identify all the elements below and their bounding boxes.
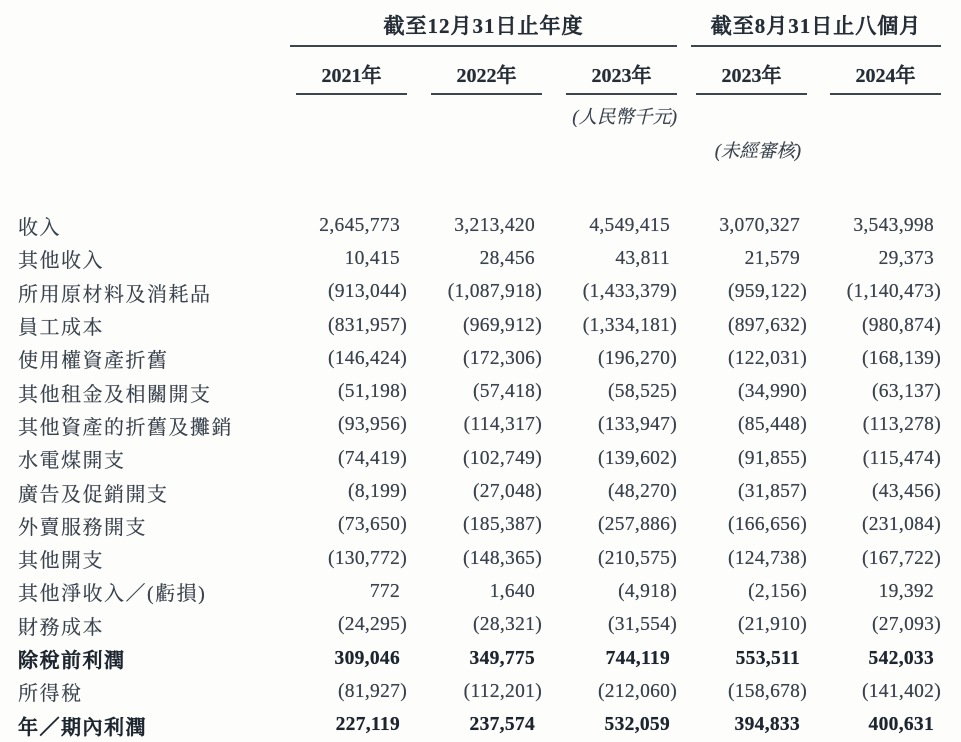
year-2023-header: 2023年 xyxy=(566,47,677,95)
cell-value: (172,306) xyxy=(462,347,542,369)
header-gap xyxy=(677,8,691,46)
cell-value: (27,093) xyxy=(872,614,942,636)
cell-value: (73,650) xyxy=(337,514,407,536)
year-2024-header: 2024年 xyxy=(830,47,941,95)
row-label: 外賣服務開支 xyxy=(18,516,147,539)
column-gap xyxy=(677,375,691,408)
cell-value: (113,278) xyxy=(862,414,942,436)
cell-value: (24,295) xyxy=(337,614,407,636)
column-gap xyxy=(677,509,691,542)
cell-value: 3,543,998 xyxy=(853,214,935,236)
cell-value: (48,270) xyxy=(608,481,678,503)
cell-value: (185,387) xyxy=(462,514,542,536)
currency-unit-note: (人民幣千元) xyxy=(572,108,678,128)
year-header-row xyxy=(18,46,941,95)
header-gap xyxy=(677,46,691,95)
row-label: 年／期內利潤 xyxy=(18,716,147,739)
cell-value: (913,044) xyxy=(327,281,407,303)
cell-value: (81,927) xyxy=(337,680,407,702)
column-gap xyxy=(677,409,691,442)
cell-value: 1,640 xyxy=(489,580,535,602)
row-label: 其他收入 xyxy=(18,250,104,273)
header-spacer xyxy=(18,46,290,95)
row-label: 員工成本 xyxy=(18,317,104,340)
cell-value: 3,213,420 xyxy=(454,214,535,236)
note-spacer xyxy=(677,95,941,129)
cell-value: 43,811 xyxy=(615,247,671,269)
cell-value: (148,365) xyxy=(462,547,542,569)
table-row xyxy=(18,708,941,741)
note-spacer xyxy=(18,129,691,163)
cell-value: (146,424) xyxy=(327,347,407,369)
table-row xyxy=(18,375,941,408)
row-label: 廣告及促銷開支 xyxy=(18,483,169,506)
cell-value: 3,070,327 xyxy=(719,214,801,236)
table-row xyxy=(18,475,941,508)
header-body-gap xyxy=(18,163,941,209)
period-eight-months-header: 截至8月31日止八個月 xyxy=(691,8,941,46)
table-row xyxy=(18,575,941,608)
column-gap xyxy=(677,209,691,242)
cell-value: 553,511 xyxy=(735,647,801,669)
cell-value: (28,321) xyxy=(472,614,542,636)
cell-value: 542,033 xyxy=(868,647,935,669)
cell-value: (1,334,181) xyxy=(582,314,678,336)
cell-value: (1,433,379) xyxy=(582,281,678,303)
cell-value: (210,575) xyxy=(597,547,678,569)
header-spacer xyxy=(18,8,290,46)
cell-value: 2,645,773 xyxy=(319,214,400,236)
cell-value: 237,574 xyxy=(469,714,535,736)
unaudited-note-row xyxy=(18,129,941,163)
cell-value: (93,956) xyxy=(337,414,407,436)
cell-value: (114,317) xyxy=(463,414,542,436)
note-spacer xyxy=(18,95,542,129)
cell-value: (231,084) xyxy=(861,514,942,536)
cell-value: (4,918) xyxy=(618,580,678,602)
table-row xyxy=(18,442,941,475)
cell-value: (112,201) xyxy=(463,680,542,702)
column-gap xyxy=(677,342,691,375)
cell-value: (831,957) xyxy=(327,314,407,336)
column-gap xyxy=(677,575,691,608)
cell-value: (34,990) xyxy=(738,381,808,403)
row-label: 其他資產的折舊及攤銷 xyxy=(18,416,233,439)
column-gap xyxy=(677,276,691,309)
cell-value: (57,418) xyxy=(472,381,542,403)
cell-value: (158,678) xyxy=(727,680,808,702)
cell-value: (31,857) xyxy=(738,481,808,503)
cell-value: (980,874) xyxy=(861,314,942,336)
cell-value: (1,140,473) xyxy=(846,281,942,303)
cell-value: 29,373 xyxy=(878,247,935,269)
table-row xyxy=(18,409,941,442)
row-label: 水電煤開支 xyxy=(18,450,126,473)
cell-value: 309,046 xyxy=(334,647,400,669)
cell-value: (21,910) xyxy=(738,614,808,636)
row-label: 所得稅 xyxy=(18,683,83,706)
cell-value: (43,456) xyxy=(872,481,942,503)
column-gap xyxy=(677,309,691,342)
cell-value: (122,031) xyxy=(727,347,808,369)
note-spacer xyxy=(807,129,941,163)
column-gap xyxy=(677,675,691,708)
table-row xyxy=(18,509,941,542)
year-2022-header: 2022年 xyxy=(431,47,542,95)
cell-value: (139,602) xyxy=(597,447,678,469)
cell-value: (2,156) xyxy=(748,580,808,602)
table-row xyxy=(18,609,941,642)
cell-value: (51,198) xyxy=(337,381,407,403)
cell-value: 394,833 xyxy=(734,714,801,736)
cell-value: 227,119 xyxy=(335,714,400,736)
cell-value: (130,772) xyxy=(327,547,407,569)
cell-value: (168,139) xyxy=(861,347,942,369)
cell-value: (115,474) xyxy=(862,447,942,469)
table-header xyxy=(18,8,941,209)
cell-value: (1,087,918) xyxy=(447,281,542,303)
cell-value: (27,048) xyxy=(472,481,542,503)
cell-value: 349,775 xyxy=(469,647,535,669)
table-row xyxy=(18,276,941,309)
cell-value: (959,122) xyxy=(727,281,808,303)
row-label: 收入 xyxy=(18,217,61,240)
table-body xyxy=(18,209,941,742)
cell-value: (124,738) xyxy=(727,547,808,569)
column-gap xyxy=(677,542,691,575)
table-row xyxy=(18,242,941,275)
period-group-row xyxy=(18,8,941,46)
cell-value: (31,554) xyxy=(608,614,678,636)
cell-value: (91,855) xyxy=(738,447,808,469)
cell-value: 28,456 xyxy=(479,247,535,269)
cell-value: 400,631 xyxy=(868,714,935,736)
cell-value: 10,415 xyxy=(344,247,400,269)
table-row xyxy=(18,309,941,342)
row-label: 使用權資產折舊 xyxy=(18,350,169,373)
cell-value: (133,947) xyxy=(597,414,678,436)
table-row xyxy=(18,675,941,708)
column-gap xyxy=(677,475,691,508)
cell-value: (897,632) xyxy=(727,314,808,336)
cell-value: (166,656) xyxy=(727,514,808,536)
column-gap xyxy=(677,708,691,741)
row-label: 除稅前利潤 xyxy=(18,650,126,672)
cell-value: (63,137) xyxy=(872,381,942,403)
cell-value: 4,549,415 xyxy=(589,214,671,236)
row-label: 所用原材料及消耗品 xyxy=(18,283,212,306)
row-label: 其他租金及相關開支 xyxy=(18,383,212,406)
cell-value: (257,886) xyxy=(597,514,678,536)
cell-value: (196,270) xyxy=(597,347,678,369)
cell-value: 21,579 xyxy=(744,247,801,269)
cell-value: (102,749) xyxy=(462,447,542,469)
cell-value: (212,060) xyxy=(597,680,678,702)
row-label: 其他開支 xyxy=(18,550,104,573)
table-row xyxy=(18,209,941,242)
table-row xyxy=(18,542,941,575)
year-2021-header: 2021年 xyxy=(296,47,407,95)
table-row xyxy=(18,342,941,375)
currency-note-row xyxy=(18,95,941,129)
cell-value: (141,402) xyxy=(861,680,942,702)
year-2023-interim-header: 2023年 xyxy=(696,47,807,95)
period-annual-header: 截至12月31日止年度 xyxy=(290,8,677,46)
cell-value: 744,119 xyxy=(605,647,671,669)
income-statement-table xyxy=(18,8,941,742)
unaudited-note: (未經審核) xyxy=(714,142,802,162)
cell-value: (58,525) xyxy=(608,381,678,403)
cell-value: 532,059 xyxy=(604,714,671,736)
column-gap xyxy=(677,242,691,275)
row-label: 其他淨收入／(虧損) xyxy=(18,583,207,606)
row-label: 財務成本 xyxy=(18,616,104,639)
cell-value: (8,199) xyxy=(348,481,407,503)
table-row xyxy=(18,642,941,675)
cell-value: (74,419) xyxy=(337,447,407,469)
cell-value: 772 xyxy=(369,580,400,602)
cell-value: (167,722) xyxy=(861,547,942,569)
cell-value: (969,912) xyxy=(462,314,542,336)
cell-value: (85,448) xyxy=(738,414,808,436)
column-gap xyxy=(677,609,691,642)
column-gap xyxy=(677,642,691,675)
cell-value: 19,392 xyxy=(878,580,935,602)
column-gap xyxy=(677,442,691,475)
